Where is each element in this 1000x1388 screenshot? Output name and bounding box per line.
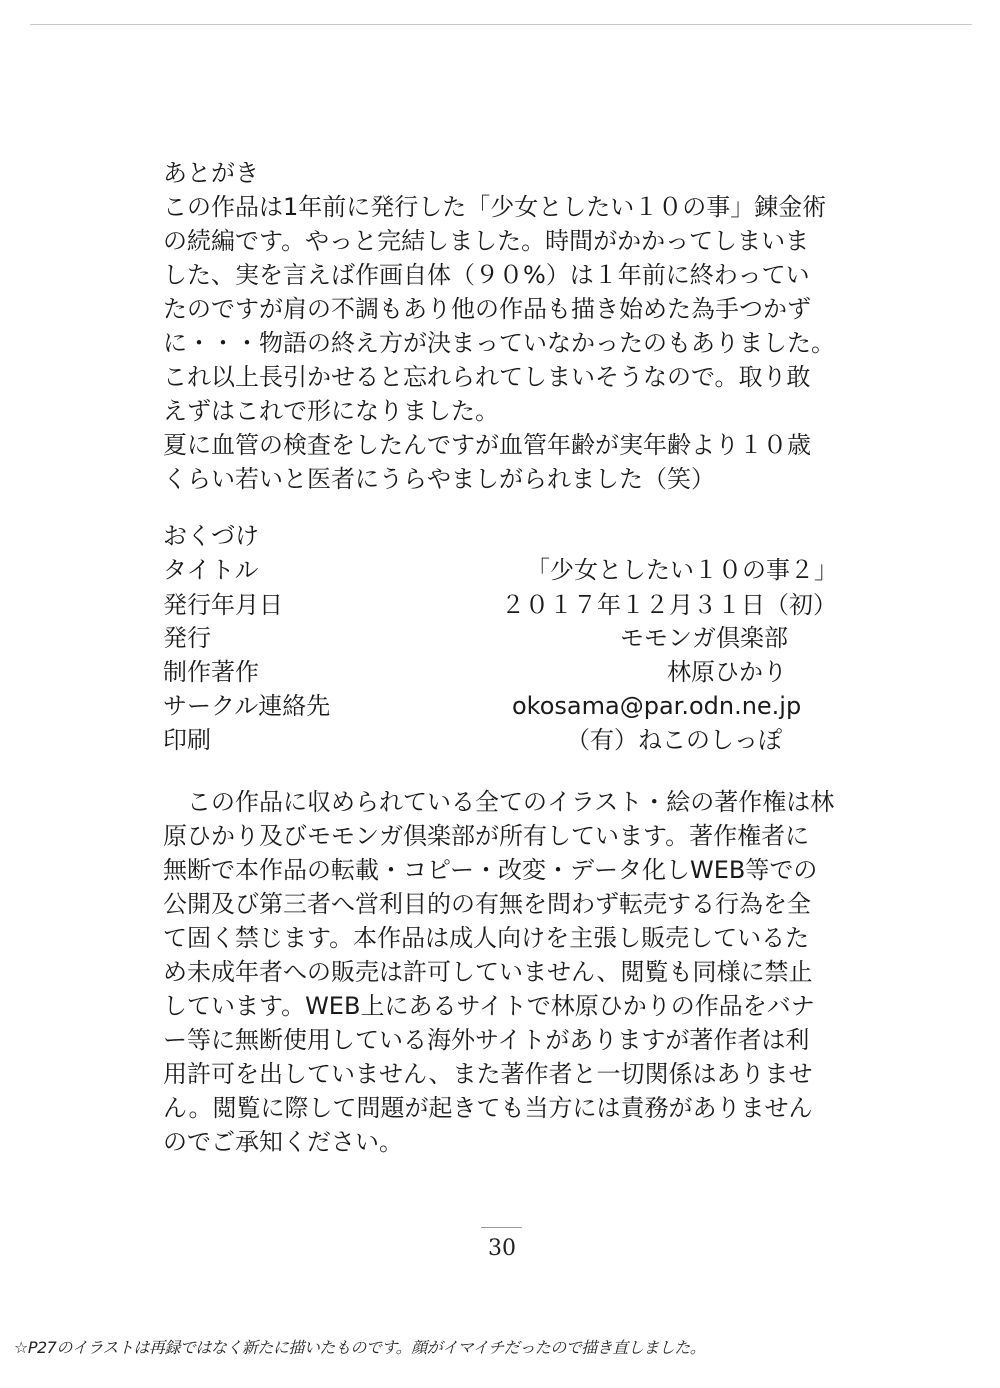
colophon-label: 制作著作 [163,658,259,686]
colophon-label: タイトル [163,556,259,584]
colophon-value: （有）ねこのしっぽ [566,726,782,754]
afterword-section [163,156,843,496]
afterword-line: これ以上長引かせると忘れられてしまいそうなので。取り敢 [163,363,811,391]
copyright-line: しています。WEB上にあるサイトで林原ひかりの作品をバナ [163,992,815,1020]
copyright-line: 原ひかり及びモモンガ倶楽部が所有しています。著作権者に [163,822,810,850]
page-number: 30 [488,1236,516,1261]
colophon-row-contact [163,689,843,723]
handwritten-note: ☆P27のイラストは再録ではなく新たに描いたものです。顔がイマイチだったので描き直しました。 [14,1338,706,1357]
copyright-line: ー等に無断使用している海外サイトがありますが著作者は利 [163,1026,810,1054]
page-number-rule [481,1227,522,1228]
copyright-line: て固く禁じます。本作品は成人向けを主張し販売しているた [163,924,810,952]
colophon-label: 発行 [163,624,211,652]
contact-email: okosama@par.odn.ne.jp [512,692,802,720]
afterword-line: この作品は1年前に発行した「少女としたい１０の事」錬金術 [163,193,827,221]
afterword-line: 夏に血管の検査をしたんですが血管年齢が実年齢より１０歳 [163,431,811,459]
colophon-row-title [163,553,843,587]
colophon-value: 「少女としたい１０の事２」 [526,556,838,584]
copyright-line: 用許可を出していません、また著作者と一切関係はありませ [163,1060,813,1088]
colophon-label: 印刷 [163,726,211,754]
colophon-row-author [163,655,843,689]
colophon-heading: おくづけ [163,522,259,550]
colophon-row-date [163,588,843,622]
afterword-line: くらい若いと医者にうらやましがられました（笑） [163,465,715,493]
colophon-value: モモンガ倶楽部 [620,624,788,652]
copyright-line: め未成年者への販売は許可していません、閲覧も同様に禁止 [163,958,813,986]
colophon-value: 林原ひかり [667,658,787,686]
colophon-label: サークル連絡先 [163,692,331,720]
copyright-line: のでご承知ください。 [163,1128,403,1156]
copyright-line: 公開及び第三者へ営利目的の有無を問わず転売する行為を全 [163,890,811,918]
colophon-section [163,519,843,553]
afterword-line: に・・・物語の終え方が決まっていなかったのもありました。 [163,329,835,357]
afterword-line: の続編です。やっと完結しました。時間がかかってしまいま [163,227,810,255]
colophon-value: ２０１７年１２月３１日（初） [501,591,837,619]
colophon-row-publisher [163,621,843,655]
colophon-label: 発行年月日 [163,591,283,619]
copyright-line: この作品に収められている全てのイラスト・絵の著作権は林 [163,788,835,816]
afterword-line: えずはこれで形になりました。 [163,397,499,425]
afterword-line: たのですが肩の不調もあり他の作品も描き始めた為手つかず [163,295,811,323]
copyright-section [163,785,843,1159]
copyright-line: ん。閲覧に際して問題が起きても当方には責務がありません [163,1094,813,1122]
top-rule [30,24,972,25]
colophon-row-printer [163,723,843,757]
afterword-heading: あとがき [163,159,259,187]
afterword-line: した、実を言えば作画自体（９０%）は１年前に終わってい [163,261,810,289]
copyright-line: 無断で本作品の転載・コピー・改変・データ化しWEB等での [163,856,818,884]
